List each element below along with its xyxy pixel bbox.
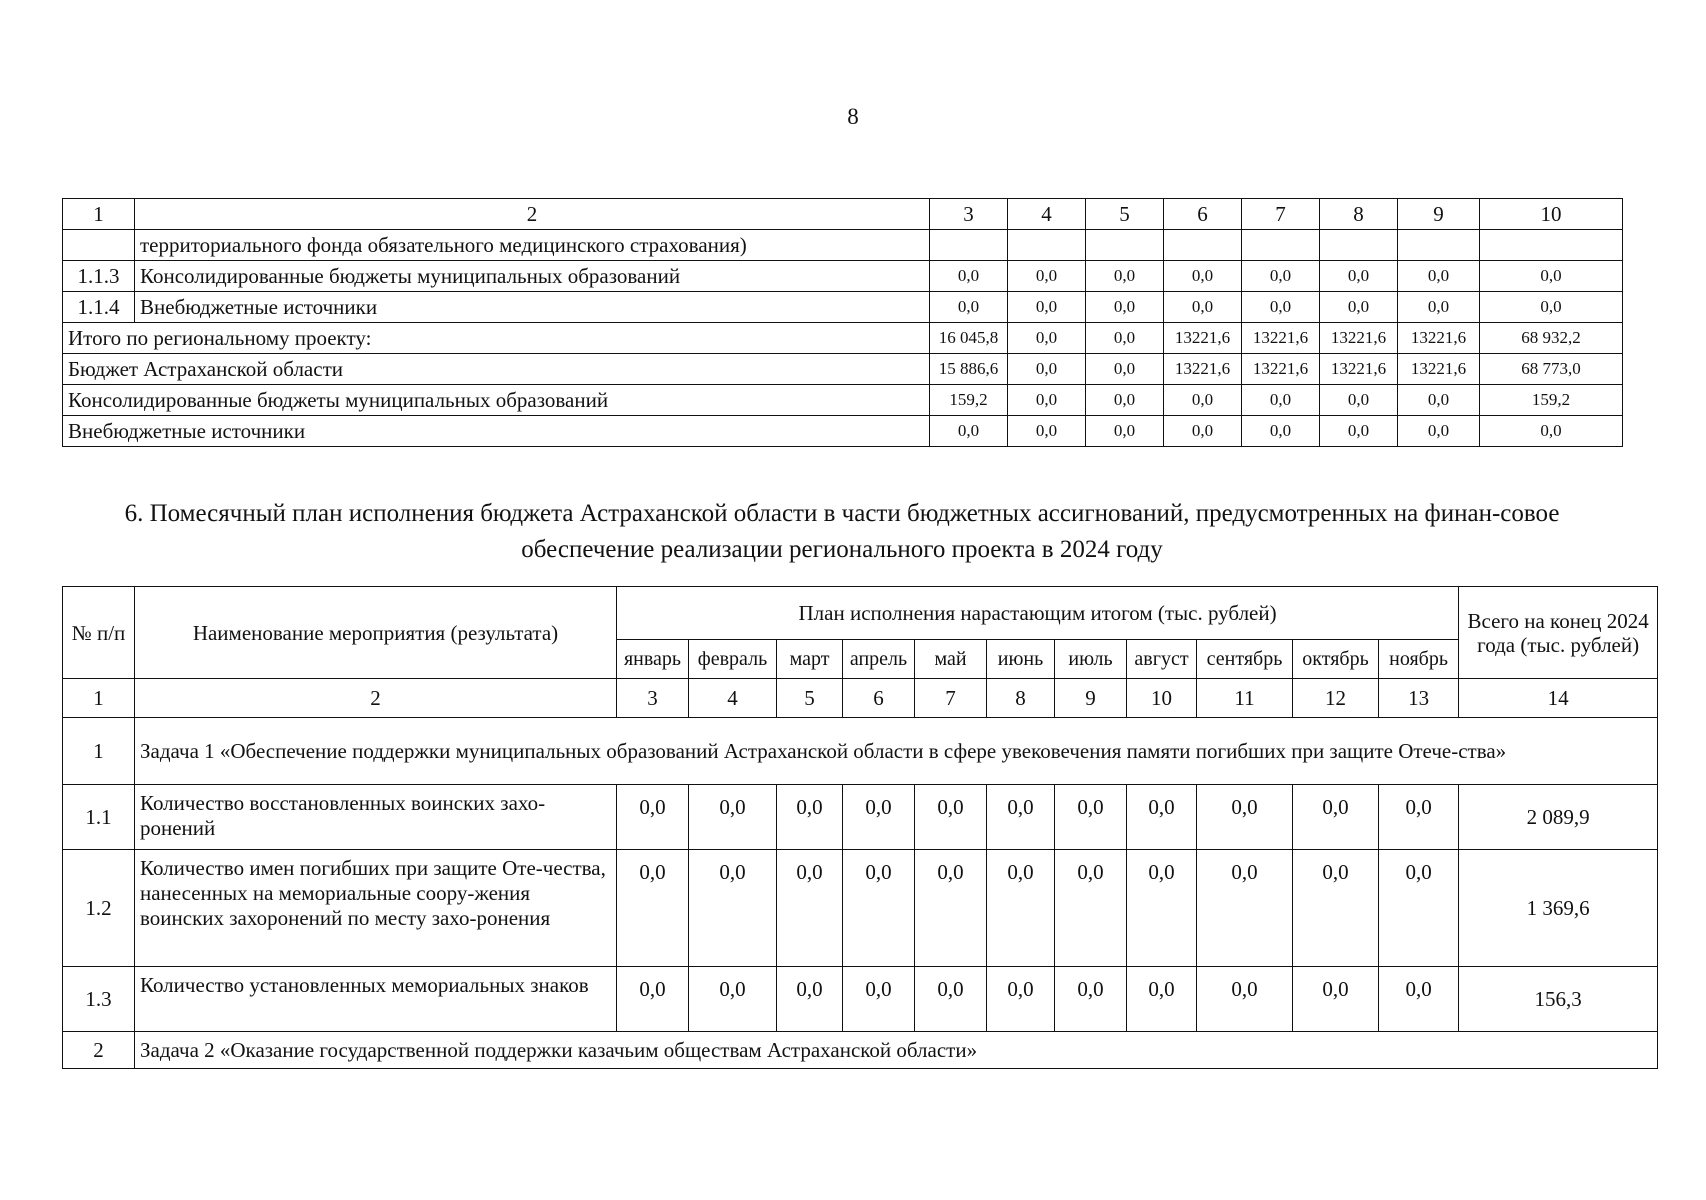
column-number: 13 — [1379, 679, 1459, 718]
value-cell: 0,0 — [1480, 292, 1623, 323]
month-header: июль — [1055, 640, 1127, 679]
column-number: 10 — [1127, 679, 1197, 718]
column-number: 7 — [915, 679, 987, 718]
value-cell: 0,0 — [1164, 292, 1242, 323]
value-cell: 159,2 — [1480, 385, 1623, 416]
column-number: 4 — [1008, 199, 1086, 230]
row-number: 1.3 — [63, 967, 135, 1032]
row-number — [63, 230, 135, 261]
value-cell: 0,0 — [1197, 967, 1293, 1032]
table-row — [63, 292, 1623, 323]
value-cell: 13221,6 — [1242, 323, 1320, 354]
summary-row — [63, 354, 1623, 385]
row-name: Консолидированные бюджеты муниципальных образований — [63, 385, 930, 416]
value-cell: 0,0 — [1086, 261, 1164, 292]
value-cell: 13221,6 — [1320, 323, 1398, 354]
value-cell: 0,0 — [617, 967, 689, 1032]
value-cell: 13221,6 — [1320, 354, 1398, 385]
column-number: 1 — [63, 199, 135, 230]
row-name: Бюджет Астраханской области — [63, 354, 930, 385]
value-cell: 0,0 — [777, 967, 843, 1032]
month-header: март — [777, 640, 843, 679]
value-cell: 0,0 — [843, 785, 915, 850]
month-header: август — [1127, 640, 1197, 679]
value-cell: 0,0 — [1197, 850, 1293, 967]
row-number: 1.2 — [63, 850, 135, 967]
value-cell: 0,0 — [987, 850, 1055, 967]
value-cell: 0,0 — [1398, 416, 1480, 447]
column-number: 6 — [843, 679, 915, 718]
value-cell: 0,0 — [1379, 967, 1459, 1032]
task-text: Задача 2 «Оказание государственной поддержки казачьим обществам Астраханской области» — [135, 1032, 1658, 1069]
value-cell: 0,0 — [1164, 385, 1242, 416]
table-row — [63, 261, 1623, 292]
value-cell: 0,0 — [1293, 967, 1379, 1032]
column-number: 8 — [987, 679, 1055, 718]
task-row — [63, 1032, 1658, 1069]
value-cell: 13221,6 — [1242, 354, 1320, 385]
value-cell: 0,0 — [1320, 385, 1398, 416]
task-row — [63, 718, 1658, 785]
row-name: Внебюджетные источники — [63, 416, 930, 447]
value-cell: 0,0 — [1320, 261, 1398, 292]
month-header: январь — [617, 640, 689, 679]
column-number: 2 — [135, 199, 930, 230]
value-cell: 15 886,6 — [930, 354, 1008, 385]
value-cell: 0,0 — [777, 785, 843, 850]
row-name: Количество восстановленных воинских захо-ронений — [135, 785, 617, 850]
value-cell: 13221,6 — [1164, 323, 1242, 354]
total-cell: 1 369,6 — [1459, 850, 1658, 967]
value-cell: 0,0 — [1008, 292, 1086, 323]
column-number: 3 — [617, 679, 689, 718]
value-cell: 0,0 — [1008, 323, 1086, 354]
value-cell: 0,0 — [1320, 416, 1398, 447]
column-number: 7 — [1242, 199, 1320, 230]
column-number: 5 — [1086, 199, 1164, 230]
value-cell: 0,0 — [1127, 850, 1197, 967]
value-cell: 0,0 — [689, 850, 777, 967]
value-cell: 0,0 — [617, 850, 689, 967]
value-cell: 0,0 — [1293, 850, 1379, 967]
value-cell: 16 045,8 — [930, 323, 1008, 354]
value-cell: 0,0 — [1398, 385, 1480, 416]
value-cell: 0,0 — [1008, 416, 1086, 447]
value-cell: 0,0 — [1164, 416, 1242, 447]
month-header: ноябрь — [1379, 640, 1459, 679]
header-name: Наименование мероприятия (результата) — [135, 587, 617, 679]
value-cell: 0,0 — [930, 416, 1008, 447]
value-cell: 0,0 — [915, 785, 987, 850]
value-cell: 0,0 — [1379, 785, 1459, 850]
value-cell: 0,0 — [1008, 385, 1086, 416]
column-number: 3 — [930, 199, 1008, 230]
value-cell: 0,0 — [1242, 292, 1320, 323]
value-cell: 0,0 — [777, 850, 843, 967]
value-cell: 0,0 — [1055, 850, 1127, 967]
value-cell: 0,0 — [1398, 261, 1480, 292]
table-row — [63, 230, 1623, 261]
value-cell: 0,0 — [689, 967, 777, 1032]
table-row — [63, 850, 1658, 967]
column-number: 4 — [689, 679, 777, 718]
value-cell: 0,0 — [1242, 261, 1320, 292]
row-number: 1.1 — [63, 785, 135, 850]
value-cell: 0,0 — [1480, 416, 1623, 447]
column-number: 8 — [1320, 199, 1398, 230]
value-cell: 0,0 — [987, 967, 1055, 1032]
page-number: 8 — [847, 104, 859, 129]
value-cell: 0,0 — [915, 967, 987, 1032]
month-header: июнь — [987, 640, 1055, 679]
value-cell: 159,2 — [930, 385, 1008, 416]
summary-row — [63, 416, 1623, 447]
value-cell: 0,0 — [987, 785, 1055, 850]
total-cell: 156,3 — [1459, 967, 1658, 1032]
value-cell: 0,0 — [1008, 261, 1086, 292]
value-cell: 0,0 — [843, 850, 915, 967]
value-cell: 0,0 — [843, 967, 915, 1032]
column-number: 12 — [1293, 679, 1379, 718]
row-name: Количество установленных мемориальных знаков — [135, 967, 617, 1032]
value-cell: 0,0 — [1293, 785, 1379, 850]
column-number: 5 — [777, 679, 843, 718]
table-header-row — [63, 199, 1623, 230]
value-cell: 0,0 — [1242, 416, 1320, 447]
value-cell: 0,0 — [1197, 785, 1293, 850]
value-cell: 0,0 — [1086, 323, 1164, 354]
value-cell: 0,0 — [1055, 967, 1127, 1032]
value-cell: 0,0 — [1242, 385, 1320, 416]
table-row — [63, 967, 1658, 1032]
header-plan: План исполнения нарастающим итогом (тыс. рублей) — [617, 587, 1459, 640]
value-cell: 0,0 — [1320, 292, 1398, 323]
value-cell: 0,0 — [1086, 385, 1164, 416]
row-name: Итого по региональному проекту: — [63, 323, 930, 354]
header-total: Всего на конец 2024 года (тыс. рублей) — [1459, 587, 1658, 679]
value-cell: 13221,6 — [1164, 354, 1242, 385]
section-title: 6. Помесячный план исполнения бюджета Астраханской области в части бюджетных ассигнований, предусмотренных на финан-совое обеспечение реализации регионального проекта в 2024 году — [124, 500, 1560, 563]
column-number: 6 — [1164, 199, 1242, 230]
row-number: 1 — [63, 718, 135, 785]
value-cell: 0,0 — [689, 785, 777, 850]
month-header: май — [915, 640, 987, 679]
total-cell: 2 089,9 — [1459, 785, 1658, 850]
value-cell: 13221,6 — [1398, 323, 1480, 354]
value-cell: 0,0 — [1379, 850, 1459, 967]
row-number: 2 — [63, 1032, 135, 1069]
month-header: октябрь — [1293, 640, 1379, 679]
column-number: 10 — [1480, 199, 1623, 230]
column-number: 9 — [1398, 199, 1480, 230]
column-number-row — [63, 679, 1658, 718]
value-cell: 0,0 — [1086, 416, 1164, 447]
column-number: 9 — [1055, 679, 1127, 718]
column-number: 14 — [1459, 679, 1658, 718]
column-number: 2 — [135, 679, 617, 718]
table-header-row — [63, 587, 1658, 640]
column-number: 11 — [1197, 679, 1293, 718]
value-cell: 0,0 — [1164, 261, 1242, 292]
row-name: Количество имен погибших при защите Оте-чества, нанесенных на мемориальные соору-жения воинских захоронений по месту захо-ронения — [135, 850, 617, 967]
task-text: Задача 1 «Обеспечение поддержки муниципальных образований Астраханской области в сфере увековечения памяти погибших при защите Отече-ства» — [135, 718, 1658, 785]
value-cell: 0,0 — [1086, 354, 1164, 385]
value-cell: 0,0 — [617, 785, 689, 850]
value-cell: 0,0 — [1086, 292, 1164, 323]
financing-table — [62, 198, 1623, 447]
row-name: Консолидированные бюджеты муниципальных образований — [135, 261, 930, 292]
value-cell: 0,0 — [1055, 785, 1127, 850]
row-name: территориального фонда обязательного медицинского страхования) — [135, 230, 930, 261]
monthly-plan-table — [62, 586, 1658, 1069]
header-number: № п/п — [63, 587, 135, 679]
value-cell: 0,0 — [930, 292, 1008, 323]
month-header: апрель — [843, 640, 915, 679]
row-name: Внебюджетные источники — [135, 292, 930, 323]
month-header: сентябрь — [1197, 640, 1293, 679]
summary-row — [63, 385, 1623, 416]
month-header: февраль — [689, 640, 777, 679]
value-cell: 0,0 — [1008, 354, 1086, 385]
value-cell: 68 773,0 — [1480, 354, 1623, 385]
value-cell: 0,0 — [915, 850, 987, 967]
table-row — [63, 785, 1658, 850]
row-number: 1.1.3 — [63, 261, 135, 292]
column-number: 1 — [63, 679, 135, 718]
value-cell: 68 932,2 — [1480, 323, 1623, 354]
row-number: 1.1.4 — [63, 292, 135, 323]
value-cell: 0,0 — [1127, 785, 1197, 850]
value-cell: 0,0 — [930, 261, 1008, 292]
value-cell: 13221,6 — [1398, 354, 1480, 385]
value-cell: 0,0 — [1480, 261, 1623, 292]
summary-row — [63, 323, 1623, 354]
value-cell: 0,0 — [1398, 292, 1480, 323]
value-cell: 0,0 — [1127, 967, 1197, 1032]
